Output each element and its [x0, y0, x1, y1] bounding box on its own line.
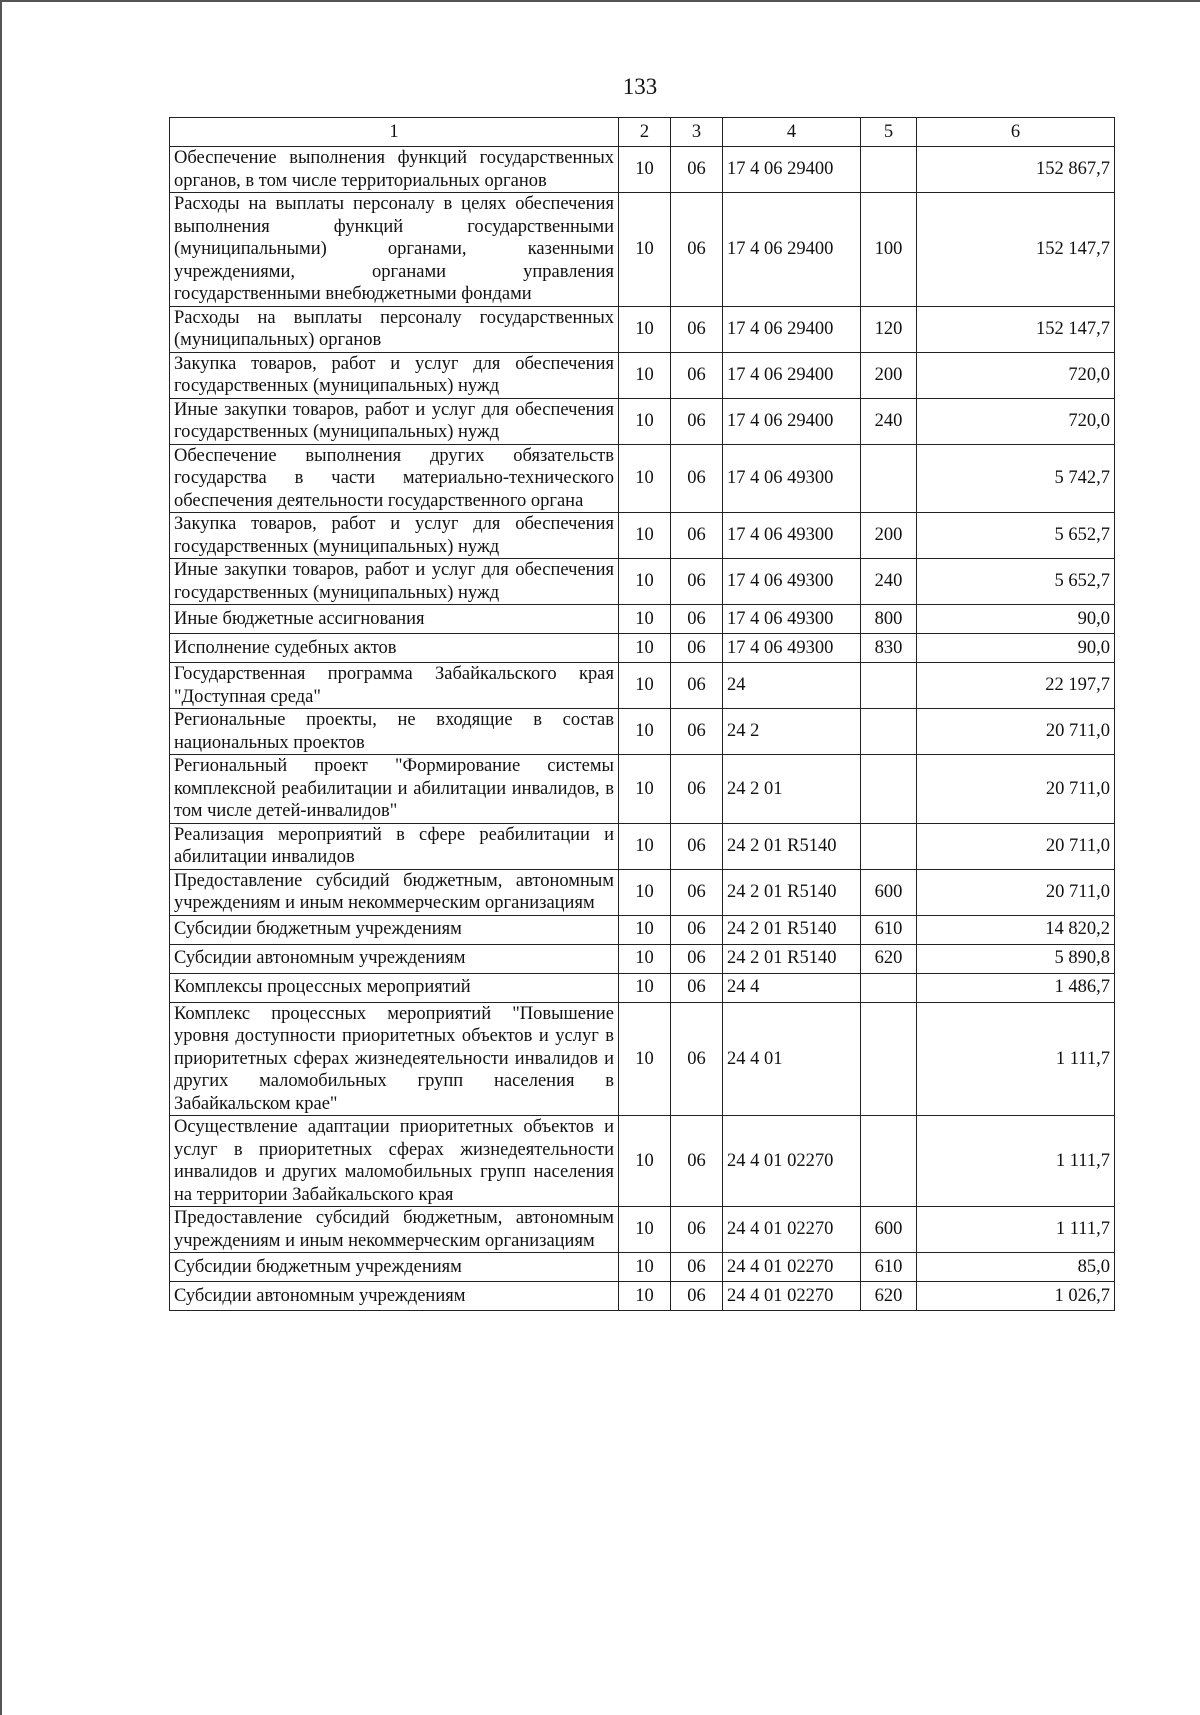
row-target-article-cell: 24 2 — [723, 709, 861, 755]
row-name-cell: Расходы на выплаты персоналу в целях обеспечения выполнения функций государственными (муниципальными) органами, казенными учреждениями, органами управления государственными внебюджетными фондами — [170, 193, 619, 307]
row-amount-cell: 5 742,7 — [917, 444, 1115, 513]
row-target-article-cell: 17 4 06 49300 — [723, 513, 861, 559]
row-section-cell: 10 — [619, 1002, 671, 1116]
row-amount-cell: 85,0 — [917, 1253, 1115, 1282]
column-header-5: 5 — [861, 118, 917, 147]
row-expense-type-cell: 620 — [861, 1282, 917, 1311]
row-amount-cell: 152 147,7 — [917, 306, 1115, 352]
table-row — [170, 1282, 1115, 1311]
row-amount-cell: 20 711,0 — [917, 709, 1115, 755]
row-target-article-cell: 17 4 06 49300 — [723, 444, 861, 513]
row-expense-type-cell: 600 — [861, 1207, 917, 1253]
row-target-article-cell: 24 2 01 R5140 — [723, 944, 861, 973]
row-name-cell: Обеспечение выполнения функций государственных органов, в том числе территориальных органов — [170, 147, 619, 193]
table-row — [170, 1002, 1115, 1116]
row-subsection-cell: 06 — [671, 559, 723, 605]
table-row — [170, 944, 1115, 973]
row-target-article-cell: 17 4 06 29400 — [723, 193, 861, 307]
row-section-cell: 10 — [619, 1207, 671, 1253]
row-expense-type-cell: 600 — [861, 869, 917, 915]
row-expense-type-cell — [861, 663, 917, 709]
row-target-article-cell: 17 4 06 29400 — [723, 306, 861, 352]
row-section-cell: 10 — [619, 1282, 671, 1311]
row-target-article-cell: 17 4 06 29400 — [723, 352, 861, 398]
table-row — [170, 513, 1115, 559]
row-subsection-cell: 06 — [671, 1116, 723, 1207]
row-amount-cell: 20 711,0 — [917, 755, 1115, 824]
row-amount-cell: 1 111,7 — [917, 1002, 1115, 1116]
row-name-cell: Субсидии бюджетным учреждениям — [170, 1253, 619, 1282]
row-section-cell: 10 — [619, 973, 671, 1002]
row-expense-type-cell: 830 — [861, 634, 917, 663]
row-expense-type-cell — [861, 444, 917, 513]
page-frame-left — [0, 0, 2, 1715]
row-amount-cell: 1 026,7 — [917, 1282, 1115, 1311]
page-frame-top — [0, 0, 1200, 2]
row-section-cell: 10 — [619, 352, 671, 398]
row-subsection-cell: 06 — [671, 1002, 723, 1116]
row-amount-cell: 5 890,8 — [917, 944, 1115, 973]
row-target-article-cell: 17 4 06 49300 — [723, 605, 861, 634]
row-expense-type-cell: 120 — [861, 306, 917, 352]
row-subsection-cell: 06 — [671, 755, 723, 824]
row-section-cell: 10 — [619, 709, 671, 755]
row-target-article-cell: 24 — [723, 663, 861, 709]
row-section-cell: 10 — [619, 663, 671, 709]
row-subsection-cell: 06 — [671, 605, 723, 634]
table-row — [170, 306, 1115, 352]
column-header-2: 2 — [619, 118, 671, 147]
row-subsection-cell: 06 — [671, 1253, 723, 1282]
row-section-cell: 10 — [619, 1116, 671, 1207]
table-row — [170, 605, 1115, 634]
row-name-cell: Региональные проекты, не входящие в состав национальных проектов — [170, 709, 619, 755]
table-row — [170, 352, 1115, 398]
budget-table — [169, 117, 1115, 1311]
row-subsection-cell: 06 — [671, 513, 723, 559]
row-subsection-cell: 06 — [671, 973, 723, 1002]
row-amount-cell: 720,0 — [917, 352, 1115, 398]
row-subsection-cell: 06 — [671, 1207, 723, 1253]
row-section-cell: 10 — [619, 605, 671, 634]
row-amount-cell: 152 867,7 — [917, 147, 1115, 193]
row-expense-type-cell — [861, 973, 917, 1002]
row-subsection-cell: 06 — [671, 1282, 723, 1311]
row-name-cell: Предоставление субсидий бюджетным, автономным учреждениям и иным некоммерческим организациям — [170, 1207, 619, 1253]
row-target-article-cell: 17 4 06 49300 — [723, 559, 861, 605]
row-subsection-cell: 06 — [671, 915, 723, 944]
row-section-cell: 10 — [619, 944, 671, 973]
page-number: 133 — [622, 74, 658, 99]
row-name-cell: Субсидии автономным учреждениям — [170, 1282, 619, 1311]
row-subsection-cell: 06 — [671, 306, 723, 352]
row-section-cell: 10 — [619, 398, 671, 444]
row-amount-cell: 152 147,7 — [917, 193, 1115, 307]
row-amount-cell: 20 711,0 — [917, 823, 1115, 869]
row-expense-type-cell — [861, 1116, 917, 1207]
row-section-cell: 10 — [619, 823, 671, 869]
row-name-cell: Иные закупки товаров, работ и услуг для обеспечения государственных (муниципальных) нужд — [170, 559, 619, 605]
row-amount-cell: 720,0 — [917, 398, 1115, 444]
row-section-cell: 10 — [619, 559, 671, 605]
table-row — [170, 823, 1115, 869]
row-name-cell: Комплексы процессных мероприятий — [170, 973, 619, 1002]
table-row — [170, 709, 1115, 755]
row-expense-type-cell: 200 — [861, 513, 917, 559]
table-row — [170, 973, 1115, 1002]
row-target-article-cell: 24 4 01 02270 — [723, 1282, 861, 1311]
row-subsection-cell: 06 — [671, 663, 723, 709]
table-row — [170, 398, 1115, 444]
row-subsection-cell: 06 — [671, 147, 723, 193]
row-subsection-cell: 06 — [671, 444, 723, 513]
row-name-cell: Закупка товаров, работ и услуг для обеспечения государственных (муниципальных) нужд — [170, 352, 619, 398]
row-target-article-cell: 24 4 01 02270 — [723, 1207, 861, 1253]
row-target-article-cell: 24 4 01 02270 — [723, 1253, 861, 1282]
row-amount-cell: 90,0 — [917, 605, 1115, 634]
row-target-article-cell: 24 4 01 — [723, 1002, 861, 1116]
row-section-cell: 10 — [619, 513, 671, 559]
row-amount-cell: 5 652,7 — [917, 513, 1115, 559]
row-subsection-cell: 06 — [671, 634, 723, 663]
column-header-4: 4 — [723, 118, 861, 147]
row-name-cell: Исполнение судебных актов — [170, 634, 619, 663]
table-body — [170, 147, 1115, 1311]
row-expense-type-cell — [861, 755, 917, 824]
row-expense-type-cell: 610 — [861, 915, 917, 944]
table-row — [170, 755, 1115, 824]
table-row — [170, 663, 1115, 709]
row-name-cell: Субсидии автономным учреждениям — [170, 944, 619, 973]
row-name-cell: Комплекс процессных мероприятий "Повышение уровня доступности приоритетных объектов и услуг в приоритетных сферах жизнедеятельности инвалидов и других маломобильных групп населения в Забайкальском крае" — [170, 1002, 619, 1116]
row-section-cell: 10 — [619, 193, 671, 307]
row-subsection-cell: 06 — [671, 823, 723, 869]
row-section-cell: 10 — [619, 1253, 671, 1282]
row-amount-cell: 5 652,7 — [917, 559, 1115, 605]
row-subsection-cell: 06 — [671, 193, 723, 307]
row-section-cell: 10 — [619, 869, 671, 915]
row-expense-type-cell: 100 — [861, 193, 917, 307]
row-target-article-cell: 17 4 06 29400 — [723, 398, 861, 444]
row-expense-type-cell: 240 — [861, 398, 917, 444]
row-subsection-cell: 06 — [671, 869, 723, 915]
row-amount-cell: 1 486,7 — [917, 973, 1115, 1002]
row-subsection-cell: 06 — [671, 398, 723, 444]
row-name-cell: Субсидии бюджетным учреждениям — [170, 915, 619, 944]
column-header-6: 6 — [917, 118, 1115, 147]
row-target-article-cell: 24 2 01 — [723, 755, 861, 824]
table-row — [170, 915, 1115, 944]
row-name-cell: Закупка товаров, работ и услуг для обеспечения государственных (муниципальных) нужд — [170, 513, 619, 559]
row-section-cell: 10 — [619, 444, 671, 513]
row-amount-cell: 1 111,7 — [917, 1207, 1115, 1253]
table-row — [170, 193, 1115, 307]
row-name-cell: Обеспечение выполнения других обязательств государства в части материально-технического обеспечения деятельности государственного органа — [170, 444, 619, 513]
row-amount-cell: 20 711,0 — [917, 869, 1115, 915]
row-section-cell: 10 — [619, 147, 671, 193]
row-expense-type-cell: 800 — [861, 605, 917, 634]
table-row — [170, 1116, 1115, 1207]
row-name-cell: Расходы на выплаты персоналу государственных (муниципальных) органов — [170, 306, 619, 352]
column-header-1: 1 — [170, 118, 619, 147]
row-expense-type-cell — [861, 147, 917, 193]
row-expense-type-cell: 610 — [861, 1253, 917, 1282]
row-target-article-cell: 24 4 01 02270 — [723, 1116, 861, 1207]
row-section-cell: 10 — [619, 915, 671, 944]
row-target-article-cell: 24 4 — [723, 973, 861, 1002]
row-target-article-cell: 17 4 06 49300 — [723, 634, 861, 663]
row-target-article-cell: 24 2 01 R5140 — [723, 915, 861, 944]
row-target-article-cell: 17 4 06 29400 — [723, 147, 861, 193]
row-subsection-cell: 06 — [671, 352, 723, 398]
row-target-article-cell: 24 2 01 R5140 — [723, 869, 861, 915]
table-header-row — [170, 118, 1115, 147]
row-amount-cell: 22 197,7 — [917, 663, 1115, 709]
row-expense-type-cell — [861, 823, 917, 869]
row-target-article-cell: 24 2 01 R5140 — [723, 823, 861, 869]
table-row — [170, 634, 1115, 663]
row-name-cell: Иные закупки товаров, работ и услуг для обеспечения государственных (муниципальных) нужд — [170, 398, 619, 444]
row-subsection-cell: 06 — [671, 944, 723, 973]
table-row — [170, 559, 1115, 605]
row-amount-cell: 90,0 — [917, 634, 1115, 663]
row-name-cell: Иные бюджетные ассигнования — [170, 605, 619, 634]
row-amount-cell: 14 820,2 — [917, 915, 1115, 944]
row-name-cell: Предоставление субсидий бюджетным, автономным учреждениям и иным некоммерческим организациям — [170, 869, 619, 915]
row-section-cell: 10 — [619, 755, 671, 824]
row-expense-type-cell: 240 — [861, 559, 917, 605]
table-row — [170, 869, 1115, 915]
row-amount-cell: 1 111,7 — [917, 1116, 1115, 1207]
row-section-cell: 10 — [619, 306, 671, 352]
column-header-3: 3 — [671, 118, 723, 147]
row-section-cell: 10 — [619, 634, 671, 663]
table-row — [170, 444, 1115, 513]
table-row — [170, 1207, 1115, 1253]
table-row — [170, 147, 1115, 193]
row-name-cell: Реализация мероприятий в сфере реабилитации и абилитации инвалидов — [170, 823, 619, 869]
row-name-cell: Региональный проект "Формирование системы комплексной реабилитации и абилитации инвалидов, в том числе детей-инвалидов" — [170, 755, 619, 824]
row-expense-type-cell — [861, 1002, 917, 1116]
row-name-cell: Государственная программа Забайкальского края "Доступная среда" — [170, 663, 619, 709]
row-expense-type-cell — [861, 709, 917, 755]
row-expense-type-cell: 200 — [861, 352, 917, 398]
row-subsection-cell: 06 — [671, 709, 723, 755]
row-expense-type-cell: 620 — [861, 944, 917, 973]
table-row — [170, 1253, 1115, 1282]
row-name-cell: Осуществление адаптации приоритетных объектов и услуг в приоритетных сферах жизнедеятельности инвалидов и других маломобильных групп населения на территории Забайкальского края — [170, 1116, 619, 1207]
